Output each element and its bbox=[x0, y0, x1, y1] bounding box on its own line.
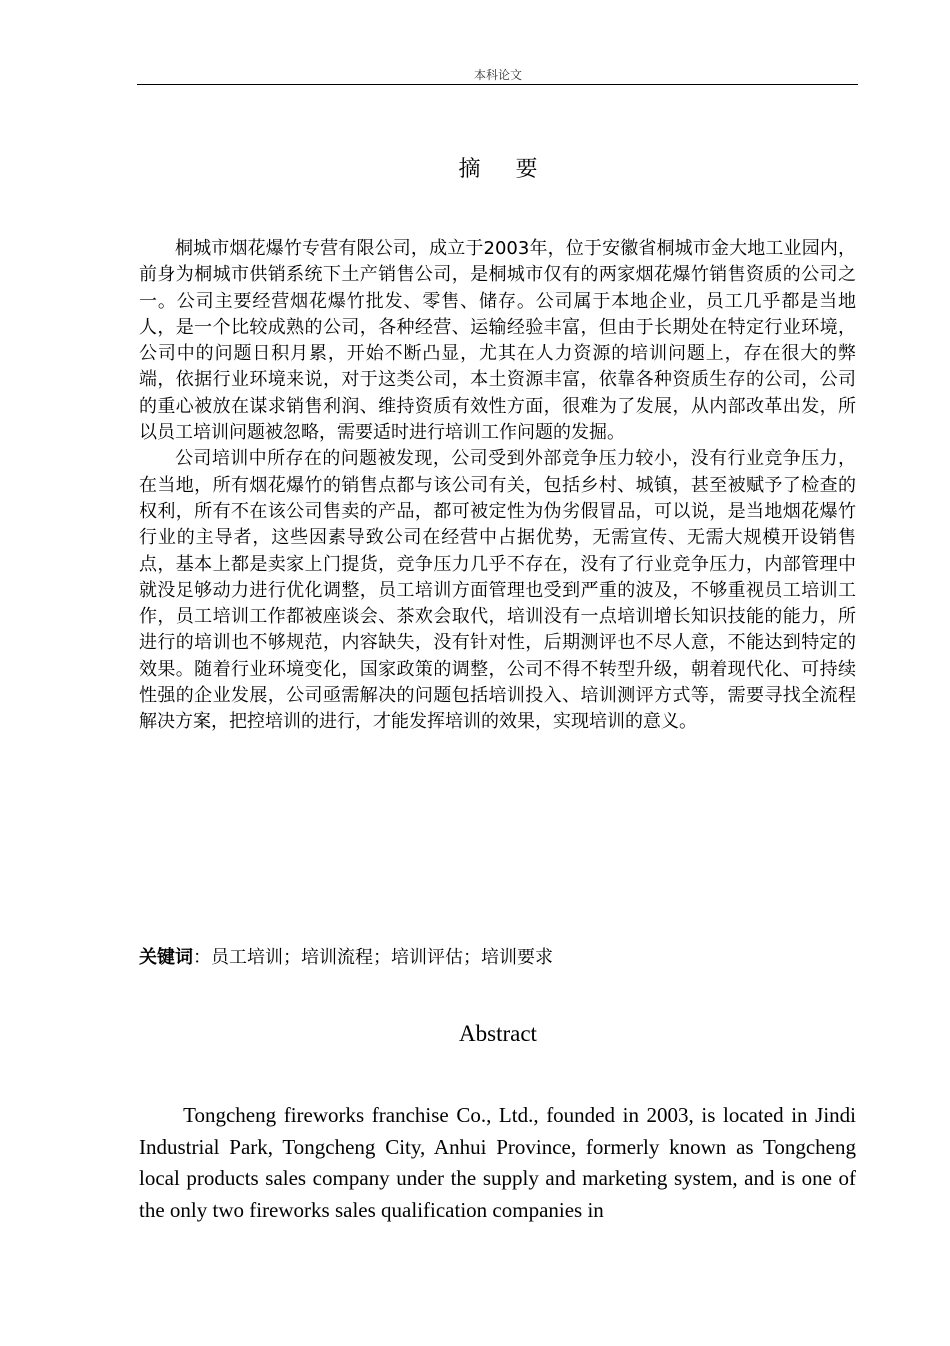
chinese-abstract-paragraph-2: 公司培训中所存在的问题被发现，公司受到外部竞争压力较小，没有行业竞争压力，在当地，所有烟花爆竹的销售点都与该公司有关，包括乡村、城镇，甚至被赋予了检查的权利，所有不在该公司售卖的产品，都可被定性为伪劣假冒品，可以说，是当地烟花爆竹行业的主导者，这些因素导致公司在经营中占据优势，无需宣传、无需大规模开设销售点，基本上都是卖家上门提货，竞争压力几乎不存在，没有了行业竞争压力，内部管理中就没足够动力进行优化调整，员工培训方面管理也受到严重的波及，不够重视员工培训工作，员工培训工作都被座谈会、茶欢会取代，培训没有一点培训增长知识技能的能力，所进行的培训也不够规范，内容缺失，没有针对性，后期测评也不尽人意，不能达到特定的效果。随着行业环境变化，国家政策的调整，公司不得不转型升级，朝着现代化、可持续性强的企业发展，公司亟需解决的问题包括培训投入、培训测评方式等，需要寻找全流程解决方案，把控培训的进行，才能发挥培训的效果，实现培训的意义。 bbox=[139, 448, 856, 733]
keywords-label: 关键词 bbox=[139, 947, 193, 968]
keywords-line bbox=[139, 945, 856, 971]
english-abstract-paragraph-1: Tongcheng fireworks franchise Co., Ltd., founded in 2003, is located in Jindi Industrial Park, Tongcheng City, Anhui Province, formerly known as Tongcheng local products sales company under the supply and marketing system, and is one of the only two fireworks sales qualification companies in bbox=[139, 1103, 856, 1222]
chinese-abstract-title: 摘 要 bbox=[458, 157, 552, 182]
chinese-abstract-paragraph-1: 桐城市烟花爆竹专营有限公司，成立于2003年，位于安徽省桐城市金大地工业园内，前身为桐城市供销系统下土产销售公司，是桐城市仅有的两家烟花爆竹销售资质的公司之一。公司主要经营烟花爆竹批发、零售、储存。公司属于本地企业，员工几乎都是当地人，是一个比较成熟的公司，各种经营、运输经验丰富，但由于长期处在特定行业环境，公司中的问题日积月累，开始不断凸显，尤其在人力资源的培训问题上，存在很大的弊端，依据行业环境来说，对于这类公司，本土资源丰富，依靠各种资质生存的公司，公司的重心被放在谋求销售利润、维持资质有效性方面，很难为了发展，从内部改革出发，所以员工培训问题被忽略，需要适时进行培训工作问题的发掘。 bbox=[139, 238, 856, 444]
english-abstract-body bbox=[139, 1100, 856, 1226]
english-abstract-title: Abstract bbox=[459, 1021, 537, 1046]
chinese-abstract-body bbox=[139, 236, 856, 736]
keywords-list: ：员工培训；培训流程；培训评估；培训要求 bbox=[193, 947, 553, 968]
header-divider bbox=[137, 84, 858, 85]
running-header: 本科论文 bbox=[473, 68, 522, 82]
